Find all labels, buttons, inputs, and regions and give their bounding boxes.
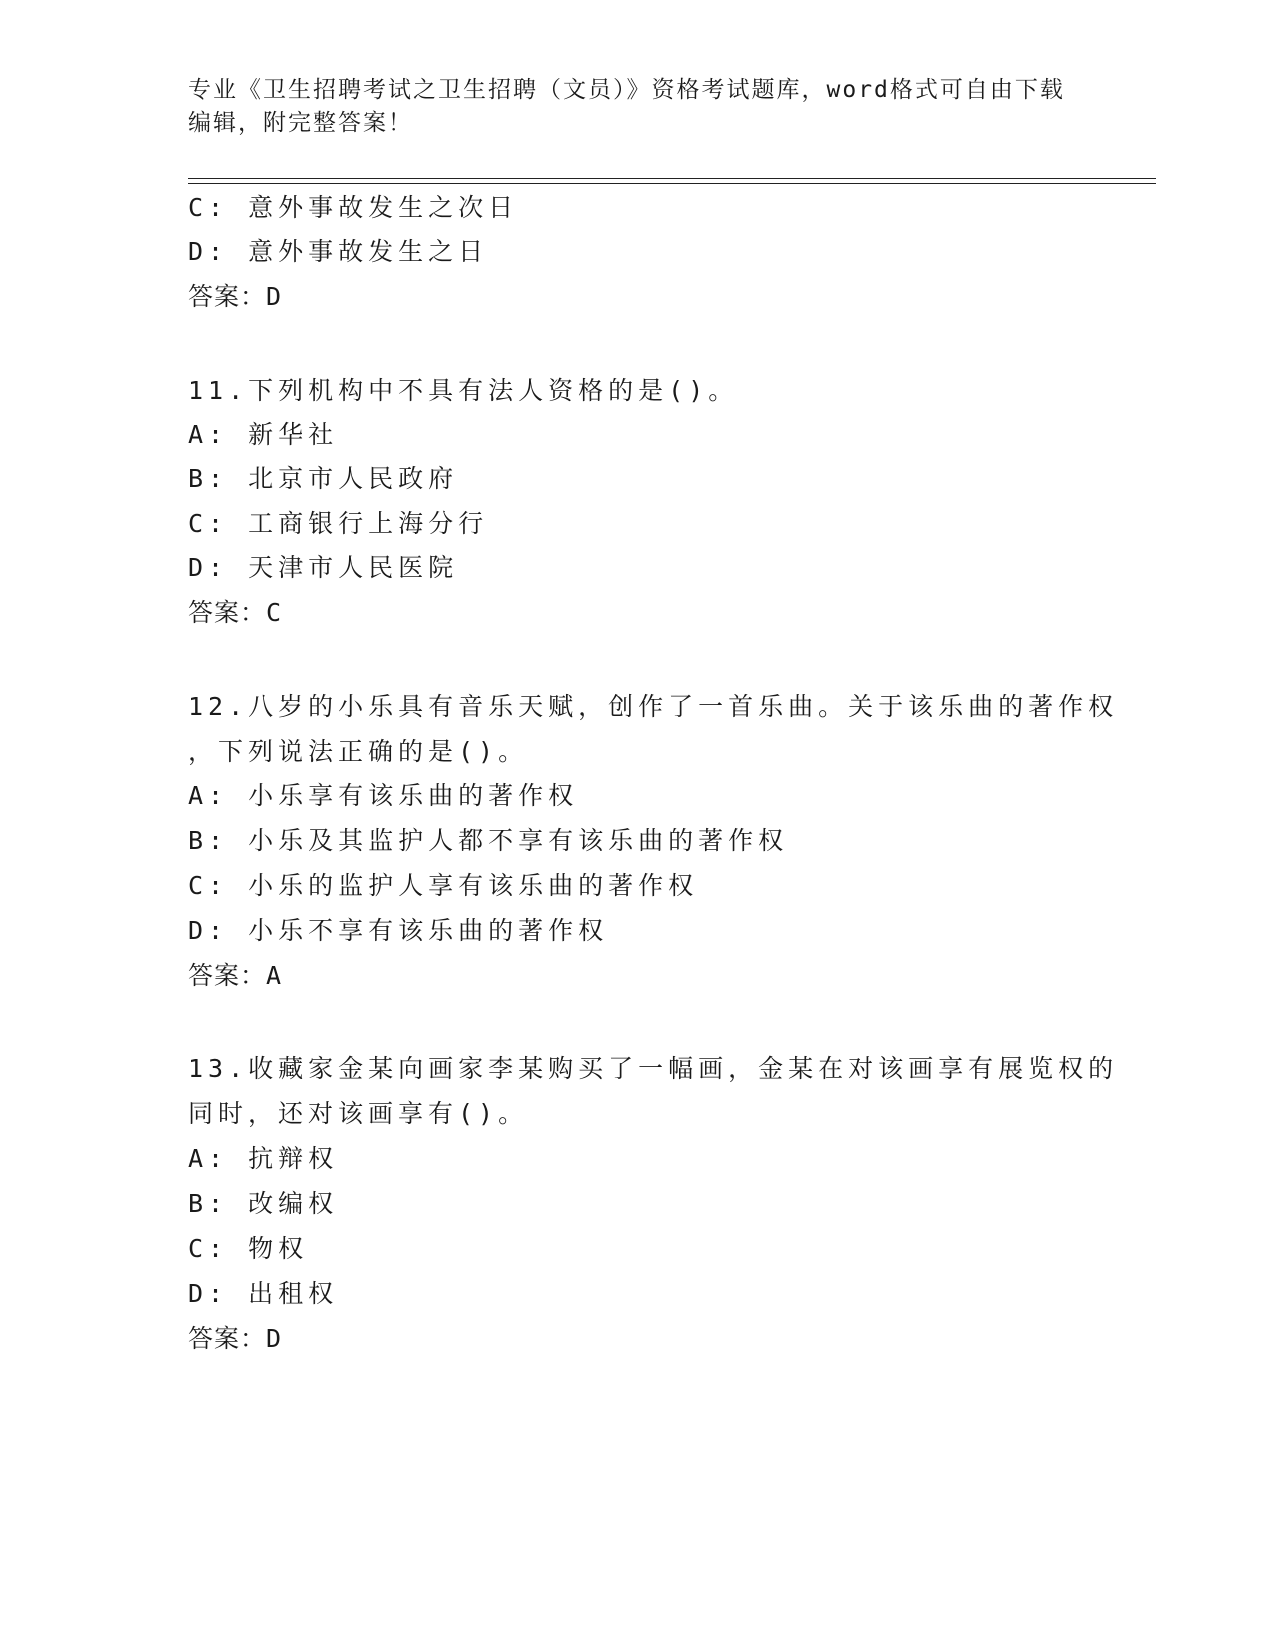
q10-option-c: C: 意外事故发生之次日	[188, 193, 519, 222]
header-line-2: 编辑，附完整答案！	[188, 110, 413, 136]
header-divider-bottom	[188, 183, 1156, 184]
q11-option-a: A: 新华社	[188, 420, 339, 449]
q13-option-c: C: 物权	[188, 1234, 309, 1263]
q10-option-d: D: 意外事故发生之日	[188, 237, 489, 266]
q13-stem-line-1: 13.收藏家金某向画家李某购买了一幅画，金某在对该画享有展览权的	[188, 1054, 1119, 1083]
q11-answer: 答案：C	[188, 598, 283, 627]
q11-option-d: D: 天津市人民医院	[188, 553, 459, 582]
header-line-1: 专业《卫生招聘考试之卫生招聘（文员）》资格考试题库，word格式可自由下载	[188, 77, 1065, 103]
q11-option-c: C: 工商银行上海分行	[188, 509, 489, 538]
q13-option-a: A: 抗辩权	[188, 1144, 339, 1173]
q13-stem-line-2: 同时，还对该画享有()。	[188, 1099, 529, 1128]
q12-option-d: D: 小乐不享有该乐曲的著作权	[188, 916, 609, 945]
q12-option-a: A: 小乐享有该乐曲的著作权	[188, 781, 579, 810]
q12-option-c: C: 小乐的监护人享有该乐曲的著作权	[188, 871, 699, 900]
document-header	[188, 74, 1068, 140]
q10-answer: 答案：D	[188, 282, 283, 311]
q12-stem-line-2: ，下列说法正确的是()。	[188, 737, 529, 766]
q13-option-d: D: 出租权	[188, 1279, 339, 1308]
header-divider-top	[188, 178, 1156, 179]
q12-option-b: B: 小乐及其监护人都不享有该乐曲的著作权	[188, 826, 789, 855]
q12-answer: 答案：A	[188, 961, 283, 990]
q11-option-b: B: 北京市人民政府	[188, 464, 459, 493]
q13-answer: 答案：D	[188, 1324, 283, 1353]
q13-option-b: B: 改编权	[188, 1189, 339, 1218]
q11-stem: 11.下列机构中不具有法人资格的是()。	[188, 376, 739, 405]
q12-stem-line-1: 12.八岁的小乐具有音乐天赋，创作了一首乐曲。关于该乐曲的著作权	[188, 692, 1119, 721]
